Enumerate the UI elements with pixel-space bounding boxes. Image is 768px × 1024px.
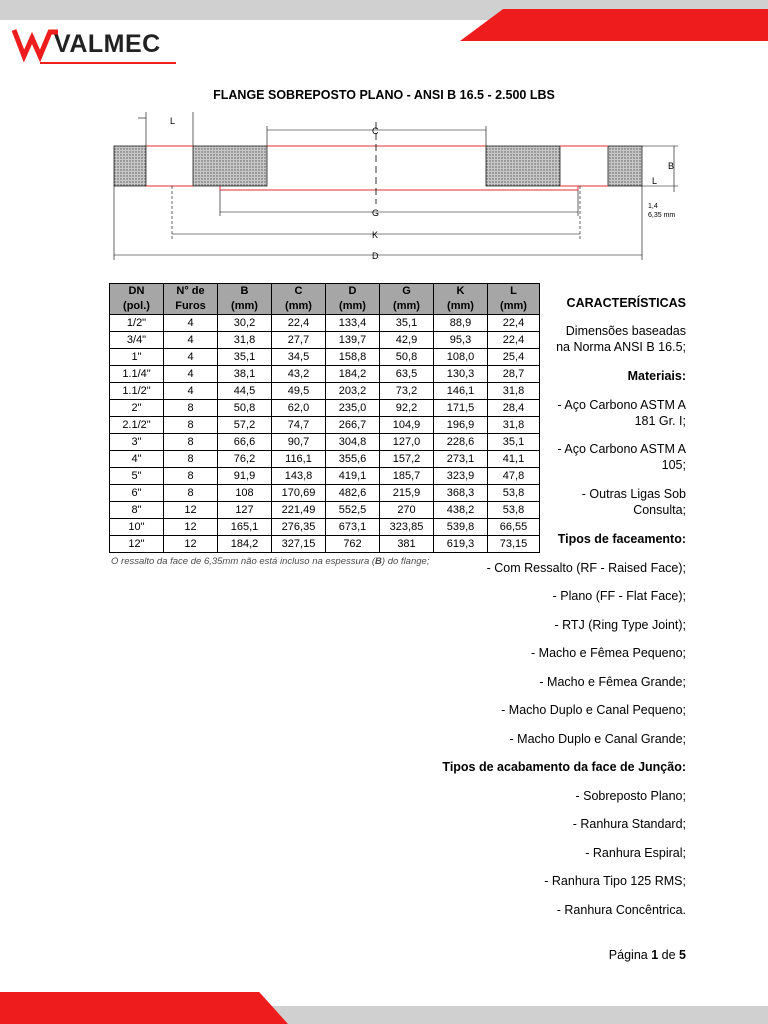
table-cell: 38,1: [218, 366, 272, 383]
table-cell: 4": [110, 451, 164, 468]
table-cell: 92,2: [380, 400, 434, 417]
table-cell: 304,8: [326, 434, 380, 451]
table-cell: 49,5: [272, 383, 326, 400]
raised-face-value-1: 1,4: [648, 203, 658, 210]
table-cell: 63,5: [380, 366, 434, 383]
table-cell: 8: [164, 468, 218, 485]
table-cell: 25,4: [488, 349, 540, 366]
table-cell: 327,15: [272, 536, 326, 553]
label-g: G: [372, 208, 380, 218]
facing-item: - Plano (FF - Flat Face);: [552, 589, 686, 603]
finish-item: - Ranhura Standard;: [572, 817, 686, 831]
table-cell: 12: [164, 519, 218, 536]
table-cell: 185,7: [380, 468, 434, 485]
flange-drawing: [108, 112, 680, 264]
table-cell: 482,6: [326, 485, 380, 502]
logo-underline: [40, 62, 176, 64]
table-cell: 116,1: [272, 451, 326, 468]
table-cell: 22,4: [488, 315, 540, 332]
table-cell: 2.1/2": [110, 417, 164, 434]
table-cell: 44,5: [218, 383, 272, 400]
table-cell: 73,2: [380, 383, 434, 400]
dimensions-table: [109, 283, 540, 553]
table-cell: 12": [110, 536, 164, 553]
table-cell: 203,2: [326, 383, 380, 400]
table-row: [110, 366, 540, 383]
table-note: O ressalto da face de 6,35mm não está incluso na espessura (B) do flange;: [111, 556, 430, 567]
table-row: [110, 332, 540, 349]
flange-section-right-outer: [608, 146, 642, 186]
table-header-cell: N° de Furos: [164, 284, 218, 315]
table-cell: 419,1: [326, 468, 380, 485]
table-cell: 22,4: [272, 315, 326, 332]
materials-heading: Materiais:: [627, 369, 686, 383]
table-cell: 6": [110, 485, 164, 502]
table-row: [110, 315, 540, 332]
table-cell: 143,8: [272, 468, 326, 485]
facing-item: - RTJ (Ring Type Joint);: [554, 618, 686, 632]
table-cell: 3/4": [110, 332, 164, 349]
table-header-cell: B (mm): [218, 284, 272, 315]
table-cell: 368,3: [434, 485, 488, 502]
finish-item: - Sobreposto Plano;: [575, 789, 686, 803]
table-cell: 381: [380, 536, 434, 553]
table-header-cell: K (mm): [434, 284, 488, 315]
table-cell: 28,7: [488, 366, 540, 383]
table-cell: 539,8: [434, 519, 488, 536]
table-cell: 35,1: [218, 349, 272, 366]
table-cell: 438,2: [434, 502, 488, 519]
table-cell: 50,8: [380, 349, 434, 366]
label-l-top: L: [170, 116, 176, 126]
table-cell: 1": [110, 349, 164, 366]
table-cell: 76,2: [218, 451, 272, 468]
table-cell: 73,15: [488, 536, 540, 553]
raised-face-value-2: 6,35 mm: [648, 212, 676, 219]
table-cell: 1.1/4": [110, 366, 164, 383]
table-cell: 62,0: [272, 400, 326, 417]
table-cell: 1/2": [110, 315, 164, 332]
table-cell: 34,5: [272, 349, 326, 366]
footer-red-band: [0, 992, 288, 1024]
table-cell: 127: [218, 502, 272, 519]
dims-text: Dimensões baseadas na Norma ANSI B 16.5;: [556, 324, 686, 354]
table-cell: 215,9: [380, 485, 434, 502]
table-cell: 158,8: [326, 349, 380, 366]
table-cell: 35,1: [488, 434, 540, 451]
table-cell: 31,8: [488, 417, 540, 434]
table-cell: 355,6: [326, 451, 380, 468]
table-cell: 273,1: [434, 451, 488, 468]
table-cell: 130,3: [434, 366, 488, 383]
table-cell: 171,5: [434, 400, 488, 417]
table-cell: 8: [164, 451, 218, 468]
table-cell: 28,4: [488, 400, 540, 417]
table-cell: 2": [110, 400, 164, 417]
flange-section-left-inner: [193, 146, 267, 186]
table-cell: 8": [110, 502, 164, 519]
characteristics-heading: CARACTERÍSTICAS: [566, 296, 686, 310]
table-cell: 35,1: [380, 315, 434, 332]
table-cell: 108: [218, 485, 272, 502]
table-header-cell: G (mm): [380, 284, 434, 315]
table-cell: 4: [164, 366, 218, 383]
table-cell: 228,6: [434, 434, 488, 451]
page-number: Página 1 de 5: [608, 948, 686, 962]
table-header-cell: D (mm): [326, 284, 380, 315]
table-cell: 4: [164, 349, 218, 366]
facing-item: - Com Ressalto (RF - Raised Face);: [486, 561, 686, 575]
table-cell: 8: [164, 485, 218, 502]
table-cell: 184,2: [326, 366, 380, 383]
table-cell: 53,8: [488, 485, 540, 502]
table-cell: 235,0: [326, 400, 380, 417]
table-cell: 10": [110, 519, 164, 536]
table-cell: 53,8: [488, 502, 540, 519]
table-cell: 323,85: [380, 519, 434, 536]
table-row: [110, 383, 540, 400]
table-cell: 146,1: [434, 383, 488, 400]
facing-item: - Macho e Fêmea Pequeno;: [531, 646, 686, 660]
table-cell: 184,2: [218, 536, 272, 553]
table-cell: 3": [110, 434, 164, 451]
valmec-logo: [12, 24, 161, 64]
table-header-row: [110, 284, 540, 315]
table-row: [110, 349, 540, 366]
table-cell: 8: [164, 417, 218, 434]
table-cell: 170,69: [272, 485, 326, 502]
table-cell: 4: [164, 383, 218, 400]
table-cell: 95,3: [434, 332, 488, 349]
table-cell: 30,2: [218, 315, 272, 332]
table-cell: 22,4: [488, 332, 540, 349]
table-cell: 1.1/2": [110, 383, 164, 400]
table-cell: 323,9: [434, 468, 488, 485]
table-cell: 127,0: [380, 434, 434, 451]
table-row: [110, 536, 540, 553]
table-cell: 762: [326, 536, 380, 553]
table-row: [110, 451, 540, 468]
table-cell: 108,0: [434, 349, 488, 366]
material-2: - Aço Carbono ASTM A 105;: [557, 442, 686, 472]
table-cell: 91,9: [218, 468, 272, 485]
header-red-band: [460, 9, 768, 41]
table-cell: 41,1: [488, 451, 540, 468]
table-cell: 5": [110, 468, 164, 485]
table-header-cell: L (mm): [488, 284, 540, 315]
label-k: K: [372, 230, 379, 240]
table-cell: 31,8: [488, 383, 540, 400]
table-cell: 66,6: [218, 434, 272, 451]
table-cell: 74,7: [272, 417, 326, 434]
table-cell: 8: [164, 400, 218, 417]
table-row: [110, 519, 540, 536]
facing-heading: Tipos de faceamento:: [557, 532, 686, 546]
table-cell: 673,1: [326, 519, 380, 536]
flange-section-right-inner: [486, 146, 560, 186]
table-cell: 270: [380, 502, 434, 519]
table-header-cell: DN (pol.): [110, 284, 164, 315]
table-cell: 133,4: [326, 315, 380, 332]
table-cell: 619,3: [434, 536, 488, 553]
table-cell: 266,7: [326, 417, 380, 434]
table-cell: 43,2: [272, 366, 326, 383]
logo-text: VALMEC: [54, 29, 161, 58]
table-cell: 104,9: [380, 417, 434, 434]
table-header-cell: C (mm): [272, 284, 326, 315]
table-cell: 552,5: [326, 502, 380, 519]
table-cell: 4: [164, 332, 218, 349]
table-cell: 196,9: [434, 417, 488, 434]
finish-item: - Ranhura Concêntrica.: [556, 903, 686, 917]
document-title: FLANGE SOBREPOSTO PLANO - ANSI B 16.5 - 2.500 LBS: [213, 88, 555, 102]
table-row: [110, 400, 540, 417]
table-cell: 31,8: [218, 332, 272, 349]
table-row: [110, 485, 540, 502]
flange-section-left-outer: [114, 146, 146, 186]
table-row: [110, 502, 540, 519]
table-cell: 90,7: [272, 434, 326, 451]
table-cell: 4: [164, 315, 218, 332]
valmec-logo-mark: [12, 24, 58, 64]
table-cell: 12: [164, 502, 218, 519]
table-cell: 221,49: [272, 502, 326, 519]
table-cell: 47,8: [488, 468, 540, 485]
table-row: [110, 468, 540, 485]
table-row: [110, 417, 540, 434]
material-3: - Outras Ligas Sob Consulta;: [581, 487, 686, 517]
material-1: - Aço Carbono ASTM A 181 Gr. I;: [557, 398, 686, 428]
table-row: [110, 434, 540, 451]
finish-item: - Ranhura Espiral;: [585, 846, 686, 860]
table-cell: 157,2: [380, 451, 434, 468]
table-cell: 42,9: [380, 332, 434, 349]
table-cell: 27,7: [272, 332, 326, 349]
table-cell: 8: [164, 434, 218, 451]
finish-item: - Ranhura Tipo 125 RMS;: [544, 874, 686, 888]
facing-item: - Macho Duplo e Canal Grande;: [509, 732, 686, 746]
table-cell: 66,55: [488, 519, 540, 536]
table-cell: 165,1: [218, 519, 272, 536]
facing-item: - Macho e Fêmea Grande;: [539, 675, 686, 689]
finish-heading: Tipos de acabamento da face de Junção:: [442, 760, 686, 774]
table-cell: 276,35: [272, 519, 326, 536]
label-b: B: [668, 161, 675, 171]
table-cell: 88,9: [434, 315, 488, 332]
label-d: D: [372, 251, 379, 261]
table-cell: 12: [164, 536, 218, 553]
facing-item: - Macho Duplo e Canal Pequeno;: [501, 703, 686, 717]
label-c: C: [372, 126, 379, 136]
table-cell: 50,8: [218, 400, 272, 417]
label-l-right: L: [652, 176, 658, 186]
table-cell: 57,2: [218, 417, 272, 434]
table-cell: 139,7: [326, 332, 380, 349]
